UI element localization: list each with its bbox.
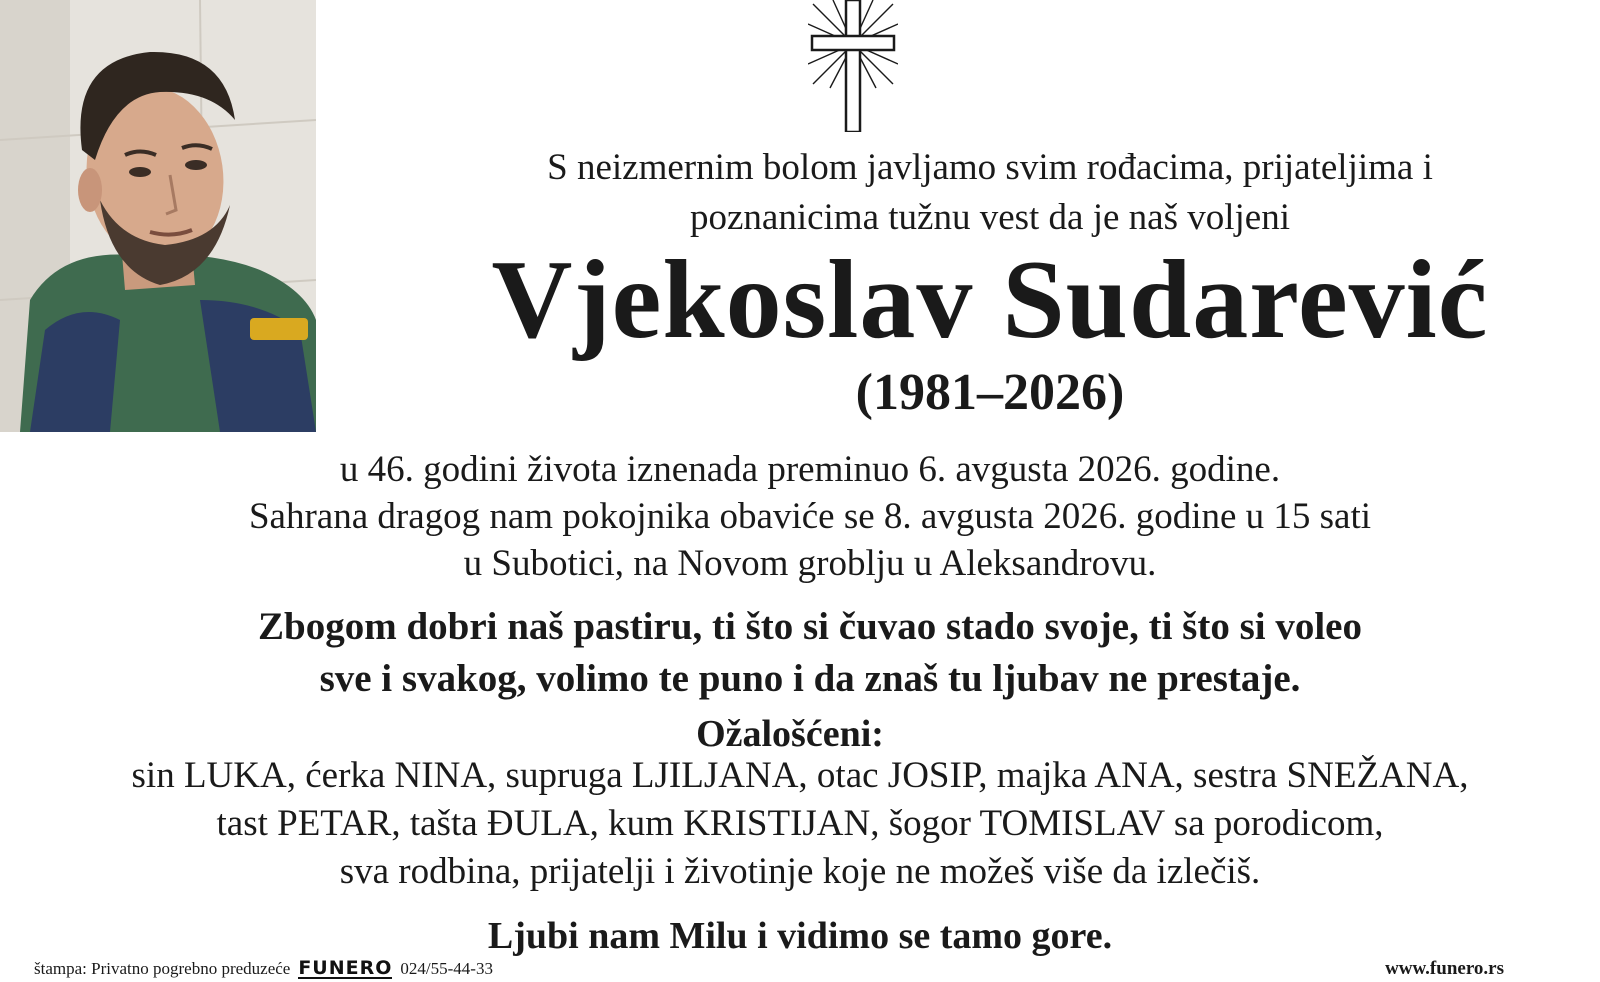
mourners-line-2: tast PETAR, tašta ĐULA, kum KRISTIJAN, šogor TOMISLAV sa porodicom, xyxy=(216,803,1384,844)
deceased-name: Vjekoslav Sudarević xyxy=(491,238,1489,362)
intro-line-2: poznanicima tužnu vest da je naš voljeni xyxy=(689,197,1291,238)
mourners-title: Ožalošćeni: xyxy=(696,713,884,755)
details-line-3: u Subotici, na Novom groblju u Aleksandrovu. xyxy=(463,543,1157,584)
footer-print-info xyxy=(34,958,493,980)
details-line-2: Sahrana dragog nam pokojnika obaviće se 8. avgusta 2026. godine u 15 sati xyxy=(248,496,1372,537)
mourners-line-3: sva rodbina, prijatelji i životinje koje ne možeš više da izlečiš. xyxy=(339,851,1261,892)
intro-line-1: S neizmernim bolom javljamo svim rođacima, prijateljima i xyxy=(547,147,1433,188)
funero-logo: FUNERO xyxy=(298,957,393,979)
print-label: štampa: Privatno pogrebno preduzeće xyxy=(34,959,291,978)
deceased-years: (1981–2026) xyxy=(855,364,1125,421)
portrait-photo xyxy=(0,0,316,432)
closing-line: Ljubi nam Milu i vidimo se tamo gore. xyxy=(487,915,1113,957)
print-phone: 024/55-44-33 xyxy=(400,959,493,978)
website-link[interactable]: www.funero.rs xyxy=(1385,958,1504,979)
farewell-line-2: sve i svakog, volimo te puno i da znaš tu ljubav ne prestaje. xyxy=(319,657,1301,700)
mourners-line-1: sin LUKA, ćerka NINA, supruga LJILJANA, otac JOSIP, majka ANA, sestra SNEŽANA, xyxy=(131,755,1469,796)
farewell-line-1: Zbogom dobri naš pastiru, ti što si čuvao stado svoje, ti što si voleo xyxy=(258,605,1362,648)
details-line-1: u 46. godini života iznenada preminuo 6. avgusta 2026. godine. xyxy=(339,449,1281,490)
radiant-cross-icon xyxy=(808,0,898,132)
